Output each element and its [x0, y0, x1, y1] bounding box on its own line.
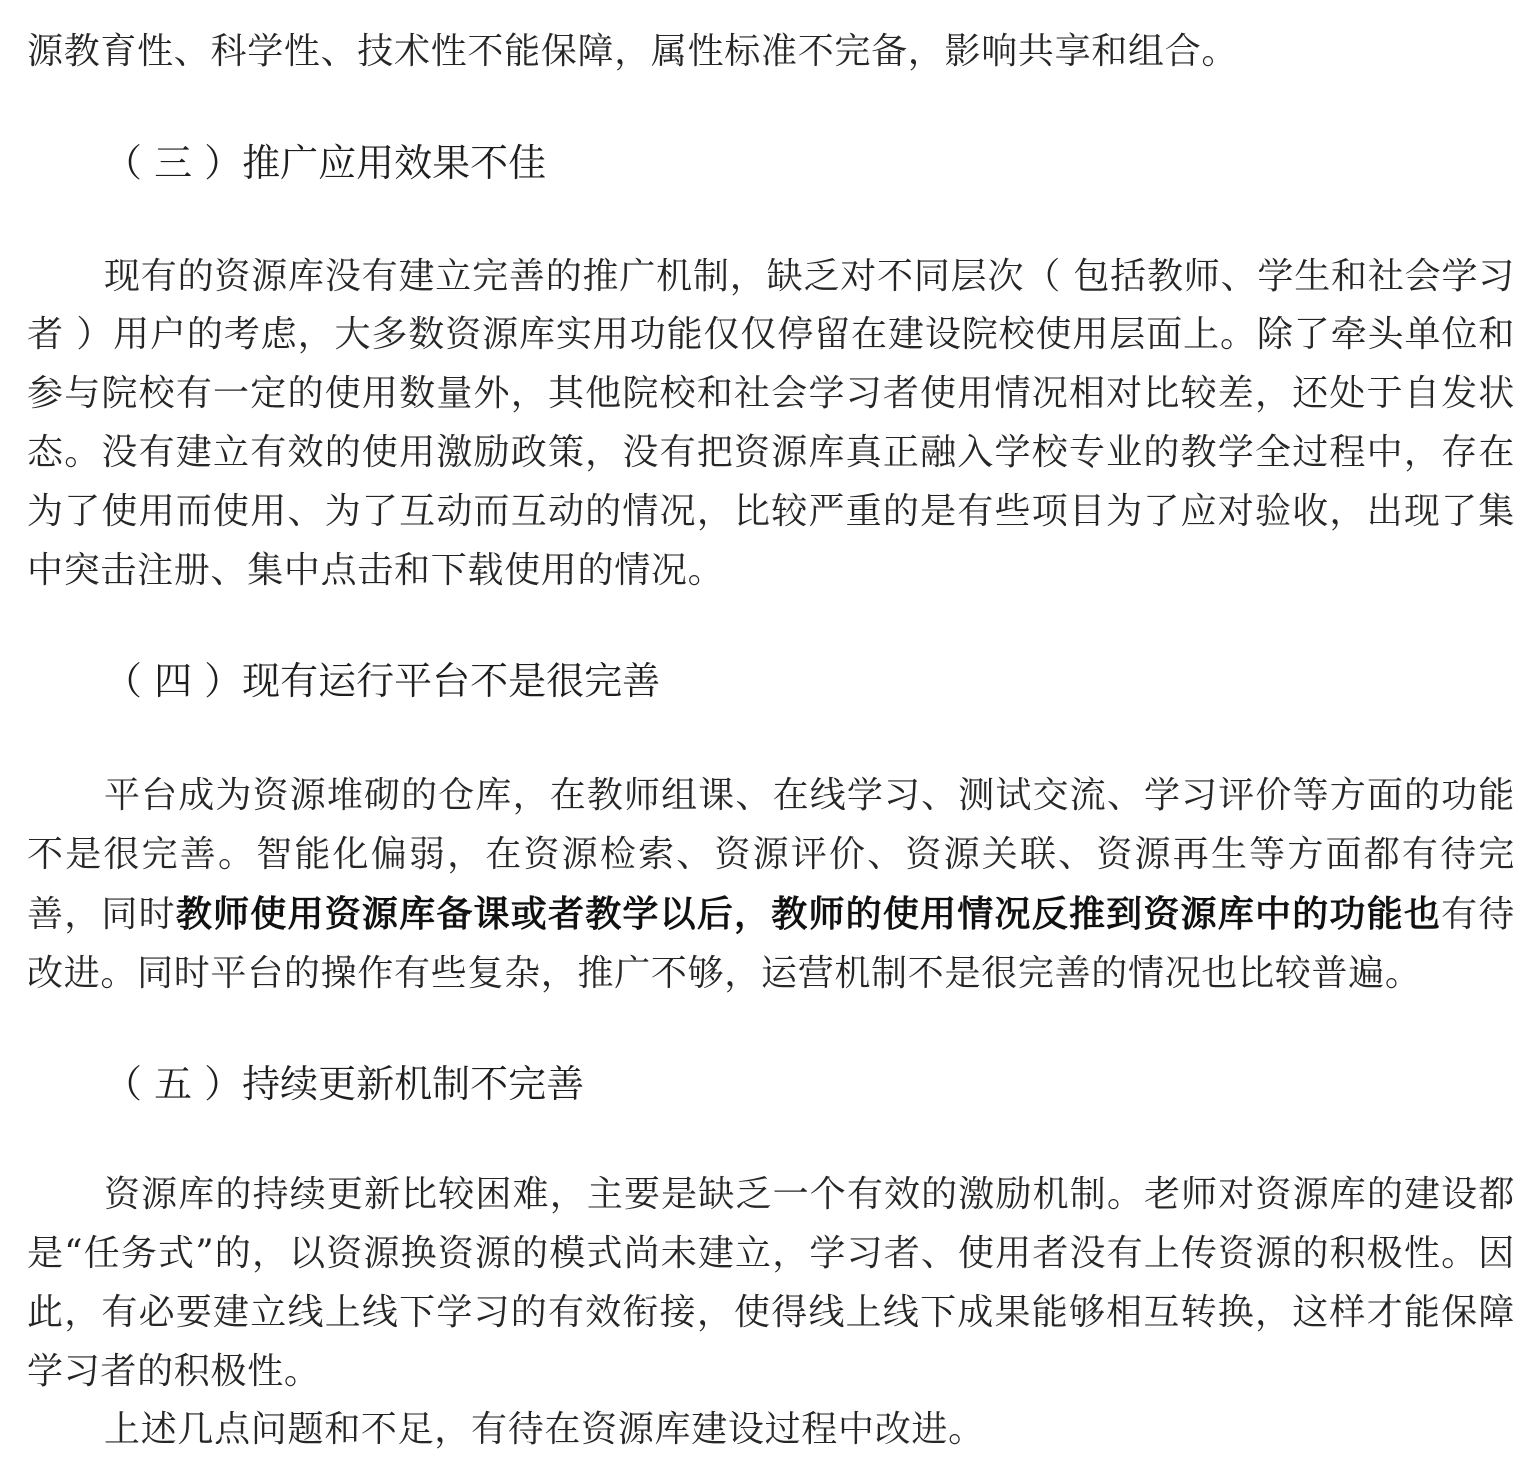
section-3-heading: （ 三 ）推广应用效果不佳 — [104, 140, 547, 185]
section-4-text-part3: 有待改进。同时平台的操作有些复杂，推广不够，运营机制不是很完善的情况也比较普遍。 — [27, 893, 1515, 994]
section-3-paragraph: 现有的资源库没有建立完善的推广机制，缺乏对不同层次（ 包括教师、学生和社会学习者 ）用户的考虑，大多数资源库实用功能仅仅停留在建设院校使用层面上。除了牵头单位和参与院校有一定的使用数量外，其他院校和社会学习者使用情况相对比较差，还处于自发状态。没有建立有效的使用激励政策，没有把资源库真正融入学校专业的教学全过程中，存在为了使用而使用、为了互动而互动的情况，比较严重的是有些项目为了应对验收，出现了集中突击注册、集中点击和下载使用的情况。 — [27, 255, 1515, 591]
section-4-heading: （ 四 ）现有运行平台不是很完善 — [104, 659, 661, 704]
document-page — [27, 0, 1515, 1460]
section-4-text-part1: 平台成为资源堆砌的仓库，在教师组课、在线学习、测试交流、学习评价等方面的功能不是很完善。智能化偏弱，在资源检索、资源评价、资源关联、资源再生等方面都有待完善，同时 — [27, 775, 1515, 935]
closing-paragraph: 上述几点问题和不足，有待在资源库建设过程中改进。 — [104, 1409, 985, 1451]
section-5-paragraph: 资源库的持续更新比较困难，主要是缺乏一个有效的激励机制。老师对资源库的建设都是“任务式”的，以资源换资源的模式尚未建立，学习者、使用者没有上传资源的积极性。因此，有必要建立线上线下学习的有效衔接，使得线上线下成果能够相互转换，这样才能保障学习者的积极性。 — [27, 1174, 1515, 1392]
section-4-text-bold: 教师使用资源库备课或者教学以后，教师的使用情况反推到资源库中的功能也 — [175, 892, 1442, 935]
section-5-heading: （ 五 ）持续更新机制不完善 — [104, 1062, 585, 1107]
section-4-paragraph — [27, 767, 1515, 1003]
intro-paragraph-tail: 源教育性、科学性、技术性不能保障，属性标准不完备，影响共享和组合。 — [27, 31, 1239, 72]
